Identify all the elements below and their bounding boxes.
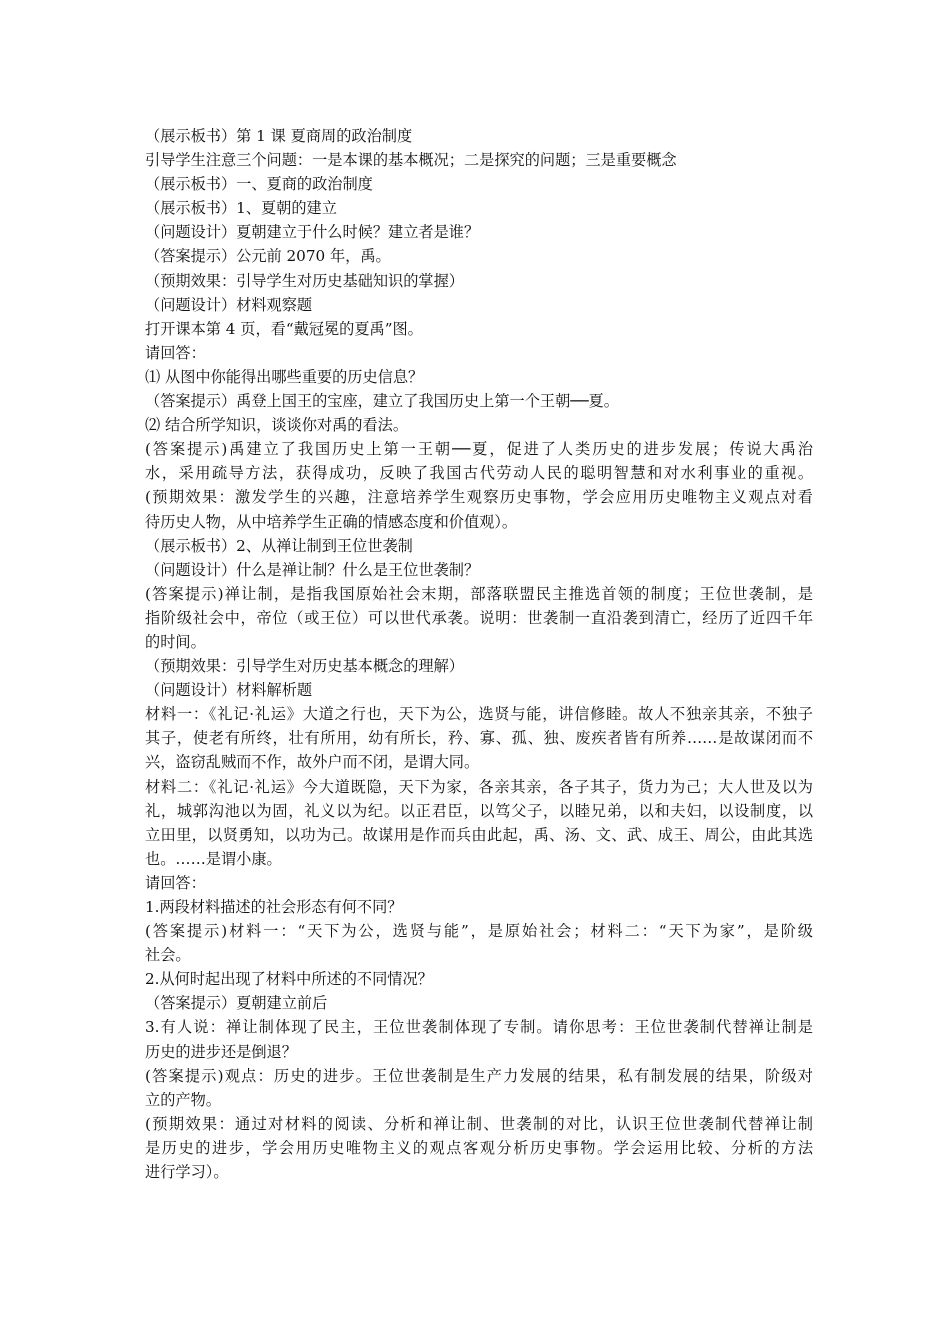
answer-line: （答案提示）夏朝建立前后 (145, 994, 328, 1013)
question-line: （问题设计）材料解析题 (145, 681, 313, 700)
board-subsection-2-line: （展示板书）2、从禅让制到王位世袭制 (145, 536, 413, 555)
numbered-question-line: 历史的进步还是倒退？ (145, 1042, 297, 1061)
prompt-line: 请回答： (145, 873, 206, 892)
material-2-line: 材料二：《礼记·礼运》今大道既隐，天下为家，各亲其亲，各子其子，货力为己；大人世及以为 (145, 777, 813, 796)
effect-line: 是历史的进步，学会用历史唯物主义的观点客观分析历史事物。学会运用比较、分析的方法 (145, 1138, 813, 1157)
board-section-1-line: （展示板书）一、夏商的政治制度 (145, 175, 373, 194)
material-2-line: 也。……是谓小康。 (145, 849, 282, 868)
answer-line: (答案提示)观点：历史的进步。王位世袭制是生产力发展的结果，私有制发展的结果，阶级对 (145, 1066, 813, 1085)
guide-line: 引导学生注意三个问题：一是本课的基本概况；二是探究的问题；三是重要概念 (145, 151, 677, 170)
board-subsection-1-line: （展示板书）1、夏朝的建立 (145, 199, 337, 218)
effect-line: 待历史人物，从中培养学生正确的情感态度和价值观）。 (145, 512, 518, 531)
material-1-line: 兴，盗窃乱贼而不作，故外户而不闭，是谓大同。 (145, 753, 480, 772)
material-1-line: 其子，使老有所终，壮有所用，幼有所长，矜、寡、孤、独、废疾者皆有所养……是故谋闭而不 (145, 729, 813, 748)
effect-line: (预期效果：通过对材料的阅读、分析和禅让制、世袭制的对比，认识王位世袭制代替禅让制 (145, 1114, 813, 1133)
text-line: 打开课本第 4 页，看“戴冠冕的夏禹”图。 (145, 319, 423, 338)
board-title-line: （展示板书）第 1 课 夏商周的政治制度 (145, 127, 413, 145)
effect-line: （预期效果：引导学生对历史基本概念的理解） (145, 657, 464, 676)
material-2-line: 立田里，以贤勇知，以功为己。故谋用是作而兵由此起，禹、汤、文、武、成王、周公，由此其选 (145, 825, 813, 844)
sub-question-line: ⑵ 结合所学知识，谈谈你对禹的看法。 (145, 416, 409, 435)
answer-line: (答案提示)禹建立了我国历史上第一王朝──夏，促进了人类历史的进步发展；传说大禹治 (145, 440, 813, 459)
answer-line: (答案提示)禅让制，是指我国原始社会末期，部落联盟民主推选首领的制度；王位世袭制，是 (145, 584, 813, 603)
numbered-question-line: 2.从何时起出现了材料中所述的不同情况？ (145, 970, 433, 989)
material-1-line: 材料一：《礼记·礼运》大道之行也，天下为公，选贤与能，讲信修睦。故人不独亲其亲，不独子 (145, 705, 813, 724)
document-body (145, 124, 813, 1184)
question-line: （问题设计）夏朝建立于什么时候？建立者是谁？ (145, 223, 480, 242)
answer-line: 社会。 (145, 946, 191, 965)
answer-line: (答案提示)材料一：“天下为公，选贤与能”，是原始社会；材料二：“天下为家”，是阶级 (145, 922, 813, 941)
answer-line: （答案提示）禹登上国王的宝座，建立了我国历史上第一个王朝──夏。 (145, 392, 619, 411)
answer-line: （答案提示）公元前 2070 年，禹。 (145, 247, 391, 266)
prompt-line: 请回答： (145, 343, 206, 362)
answer-line: 立的产物。 (145, 1090, 221, 1109)
material-2-line: 礼，城郭沟池以为固，礼义以为纪。以正君臣，以笃父子，以睦兄弟，以和夫妇，以设制度，以 (145, 801, 813, 820)
numbered-question-line: 3.有人说：禅让制体现了民主，王位世袭制体现了专制。请你思考：王位世袭制代替禅让制是 (145, 1018, 813, 1037)
answer-line: 水，采用疏导方法，获得成功，反映了我国古代劳动人民的聪明智慧和对水利事业的重视。 (145, 464, 813, 483)
sub-question-line: ⑴ 从图中你能得出哪些重要的历史信息？ (145, 367, 424, 386)
effect-line: （预期效果：引导学生对历史基础知识的掌握） (145, 271, 464, 290)
effect-line: (预期效果：激发学生的兴趣，注意培养学生观察历史事物，学会应用历史唯物主义观点对看 (145, 488, 813, 507)
effect-line: 进行学习）。 (145, 1163, 229, 1182)
answer-line: 指阶级社会中，帝位（或王位）可以世代承袭。说明：世袭制一直沿袭到清亡，经历了近四千年 (145, 608, 813, 627)
question-line: （问题设计）材料观察题 (145, 295, 313, 314)
question-line: （问题设计）什么是禅让制？什么是王位世袭制？ (145, 560, 480, 579)
answer-line: 的时间。 (145, 632, 206, 651)
numbered-question-line: 1.两段材料描述的社会形态有何不同？ (145, 898, 403, 916)
